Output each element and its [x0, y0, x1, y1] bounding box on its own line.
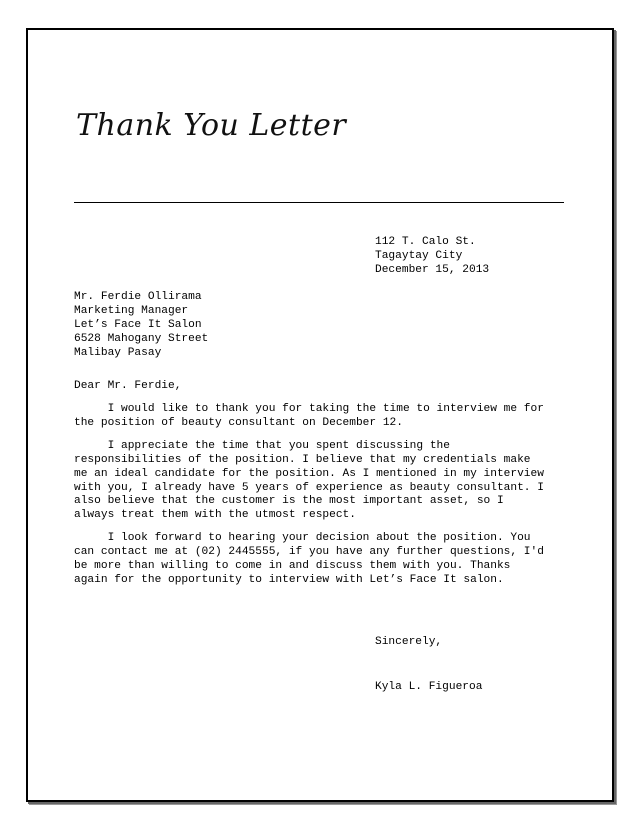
sender-city: Tagaytay City [375, 249, 463, 262]
recipient-name: Mr. Ferdie Ollirama [74, 291, 202, 303]
recipient-street: 6528 Mahogany Street [74, 332, 209, 345]
letter-body [74, 403, 574, 597]
recipient-city: Malibay Pasay [74, 346, 162, 359]
signature-name: Kyla L. Figueroa [375, 681, 483, 693]
letter-title: Thank You Letter [76, 108, 347, 143]
recipient-position: Marketing Manager [74, 304, 189, 317]
body-paragraph-1: I would like to thank you for taking the time to interview me for the position of beauty consultant on December 12. [74, 403, 544, 429]
title-divider [74, 202, 564, 203]
closing: Sincerely, [375, 636, 443, 648]
sender-address [375, 236, 489, 278]
salutation: Dear Mr. Ferdie, [74, 380, 182, 392]
body-paragraph-2: I appreciate the time that you spent discussing the responsibilities of the position. I believe that my credentials make me an ideal candidate for the position. As I mentioned in my interview with you, I already have 5 years of experience as beauty consultant. I also believe that the customer is the most important asset, so I always treat them with the utmost respect. [74, 439, 544, 522]
recipient-company: Let’s Face It Salon [74, 318, 202, 331]
letter-date: December 15, 2013 [375, 263, 490, 276]
body-paragraph-3: I look forward to hearing your decision about the position. You can contact me at (02) 2445555, if you have any further questions, I'd be more than willing to come in and discuss them with you. Thanks again for the opportunity to interview with Let’s Face It salon. [74, 532, 544, 586]
recipient-address [74, 291, 208, 361]
sender-street: 112 T. Calo St. [375, 236, 476, 248]
